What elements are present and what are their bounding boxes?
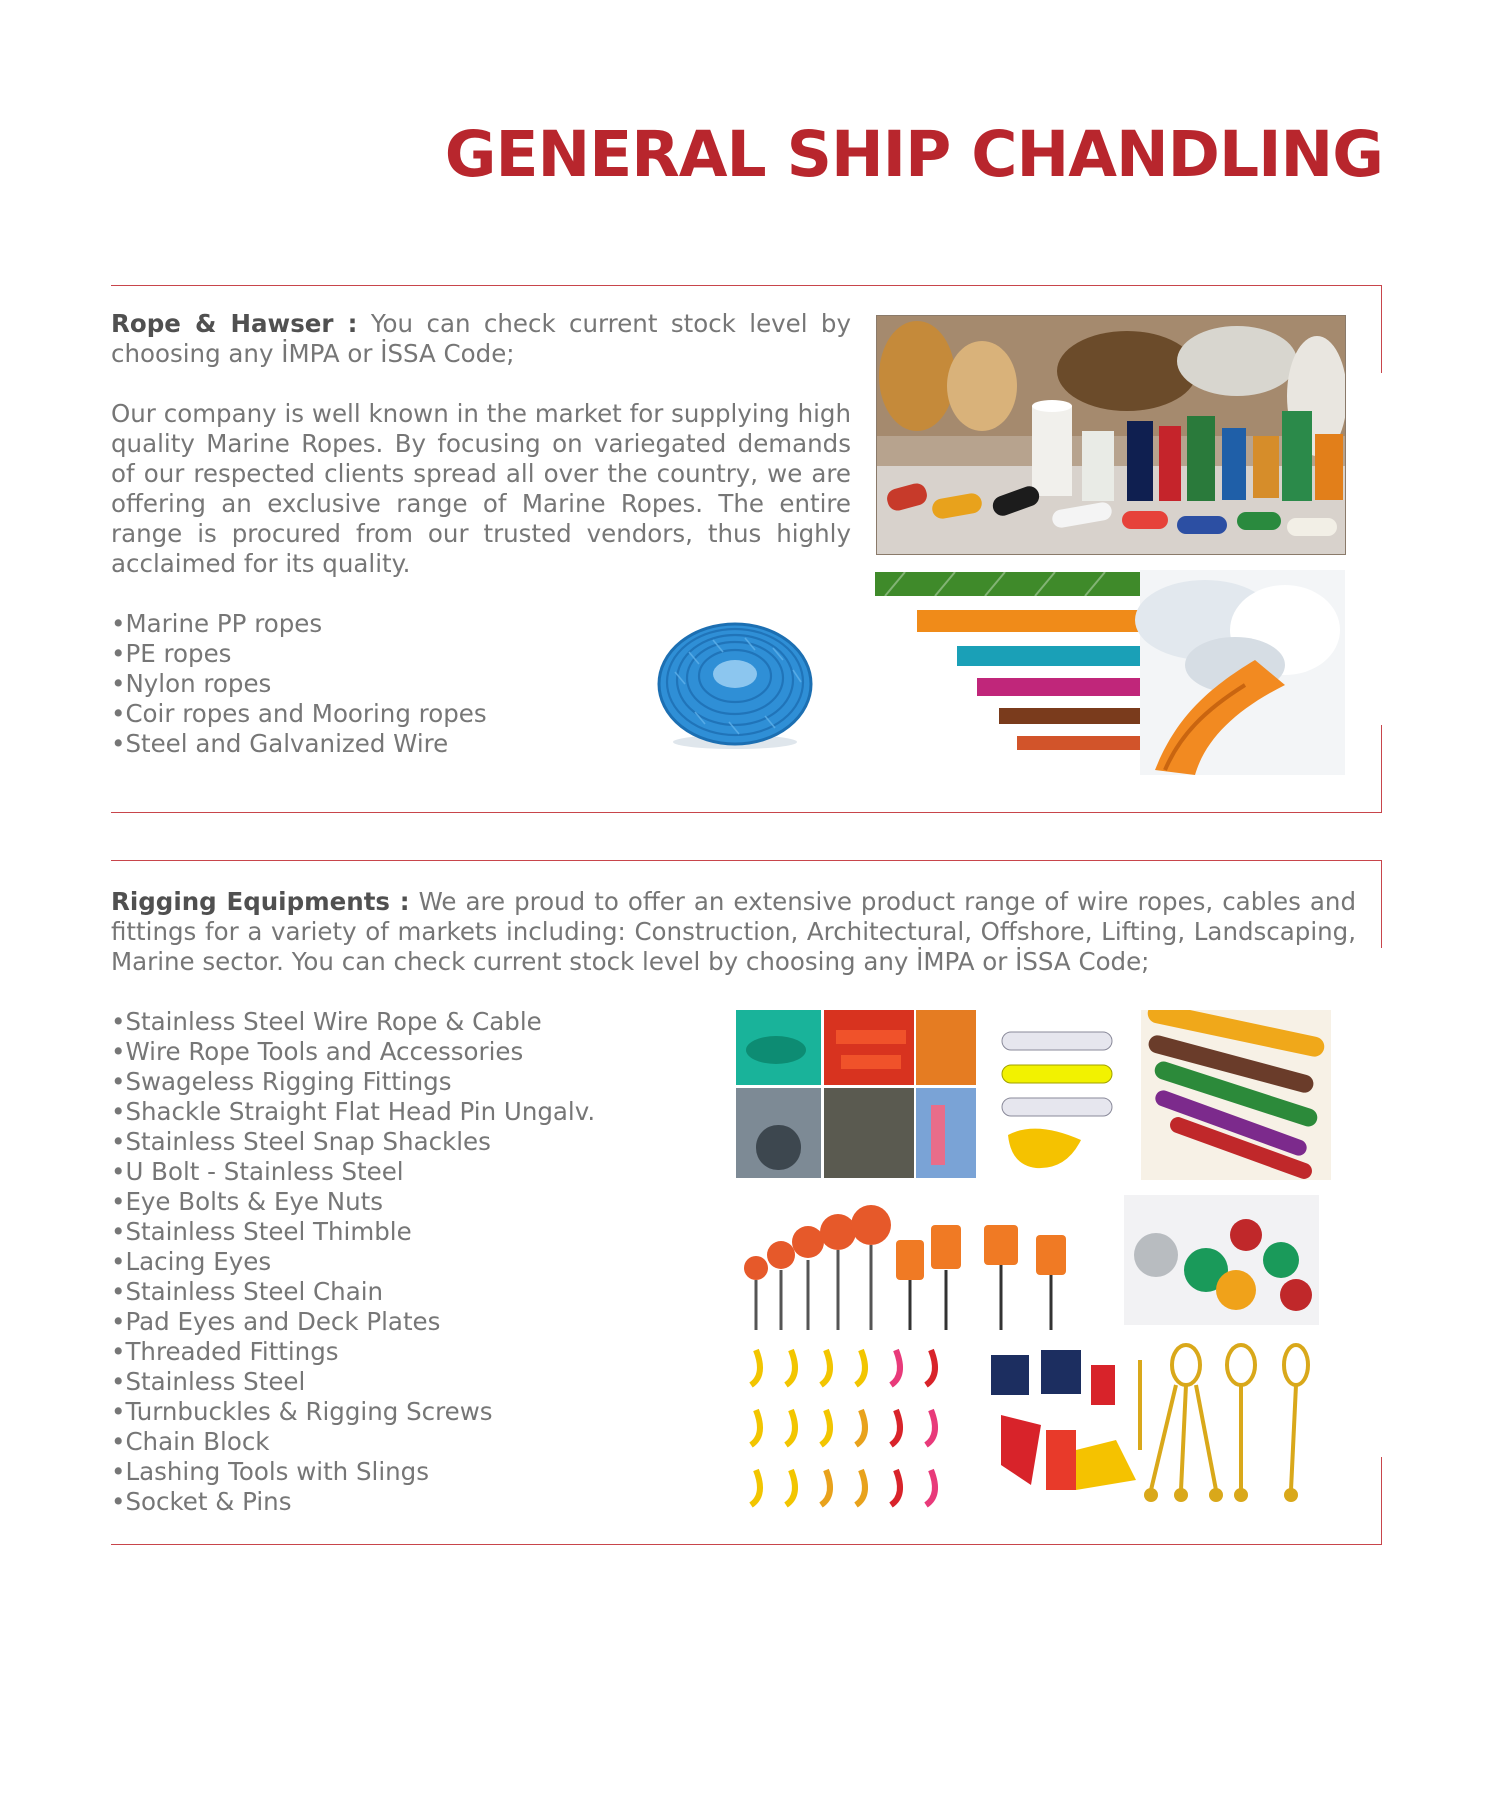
list-item: • Stainless Steel bbox=[111, 1367, 595, 1397]
list-item: • Turnbuckles & Rigging Screws bbox=[111, 1397, 595, 1427]
rigging-heading: Rigging Equipments : bbox=[111, 887, 410, 916]
list-item: • Marine PP ropes bbox=[111, 609, 487, 639]
list-item: • Lashing Tools with Slings bbox=[111, 1457, 595, 1487]
list-item: • Threaded Fittings bbox=[111, 1337, 595, 1367]
blue-rope-coil-image bbox=[655, 612, 815, 752]
list-item: • Pad Eyes and Deck Plates bbox=[111, 1307, 595, 1337]
rope-description: Our company is well known in the market for supplying high quality Marine Ropes. By focusing on variegated demands of our respected clients spread all over the country, we are offering an exclusive range of Marine Ropes. The entire range is procured from our trusted vendors, thus highly acclaimed for its quality. bbox=[111, 399, 851, 578]
list-item: • Lacing Eyes bbox=[111, 1247, 595, 1277]
frame-tick-top bbox=[1381, 286, 1382, 373]
rope-strands-image bbox=[875, 570, 1345, 775]
list-item: • PE ropes bbox=[111, 639, 487, 669]
rope-heading: Rope & Hawser : bbox=[111, 309, 358, 338]
list-item: • U Bolt - Stainless Steel bbox=[111, 1157, 595, 1187]
list-item: • Stainless Steel Thimble bbox=[111, 1217, 595, 1247]
list-item: • Eye Bolts & Eye Nuts bbox=[111, 1187, 595, 1217]
list-item: • Stainless Steel Snap Shackles bbox=[111, 1127, 595, 1157]
list-item: • Wire Rope Tools and Accessories bbox=[111, 1037, 595, 1067]
list-item: • Chain Block bbox=[111, 1427, 595, 1457]
list-item: • Shackle Straight Flat Head Pin Ungalv. bbox=[111, 1097, 595, 1127]
list-item: • Stainless Steel Chain bbox=[111, 1277, 595, 1307]
list-item: • Stainless Steel Wire Rope & Cable bbox=[111, 1007, 595, 1037]
list-item: • Nylon ropes bbox=[111, 669, 487, 699]
frame-tick-bottom bbox=[1381, 725, 1382, 812]
rigging-products-collage bbox=[736, 1010, 1336, 1510]
rigging-intro bbox=[111, 887, 1356, 977]
page-title: GENERAL SHIP CHANDLING bbox=[444, 118, 1383, 191]
frame-tick-top bbox=[1381, 861, 1382, 948]
rope-intro-text: You can check current stock level by choosing any İMPA or İSSA Code; bbox=[111, 309, 851, 368]
list-item: • Socket & Pins bbox=[111, 1487, 595, 1517]
list-item: • Steel and Galvanized Wire bbox=[111, 729, 487, 759]
list-item: • Swageless Rigging Fittings bbox=[111, 1067, 595, 1097]
frame-tick-bottom bbox=[1381, 1457, 1382, 1544]
rigging-intro-text: We are proud to offer an extensive product range of wire ropes, cables and fittings for a variety of markets including: Construction, Architectural, Offshore, Lifting, Landscaping, Marine sector. You can check current stock level by choosing any İMPA or İSSA Code; bbox=[111, 887, 1356, 976]
rigging-list bbox=[111, 1007, 595, 1517]
list-item: • Coir ropes and Mooring ropes bbox=[111, 699, 487, 729]
rope-intro bbox=[111, 309, 851, 369]
rope-list bbox=[111, 609, 487, 759]
rope-spools-image bbox=[876, 315, 1346, 555]
